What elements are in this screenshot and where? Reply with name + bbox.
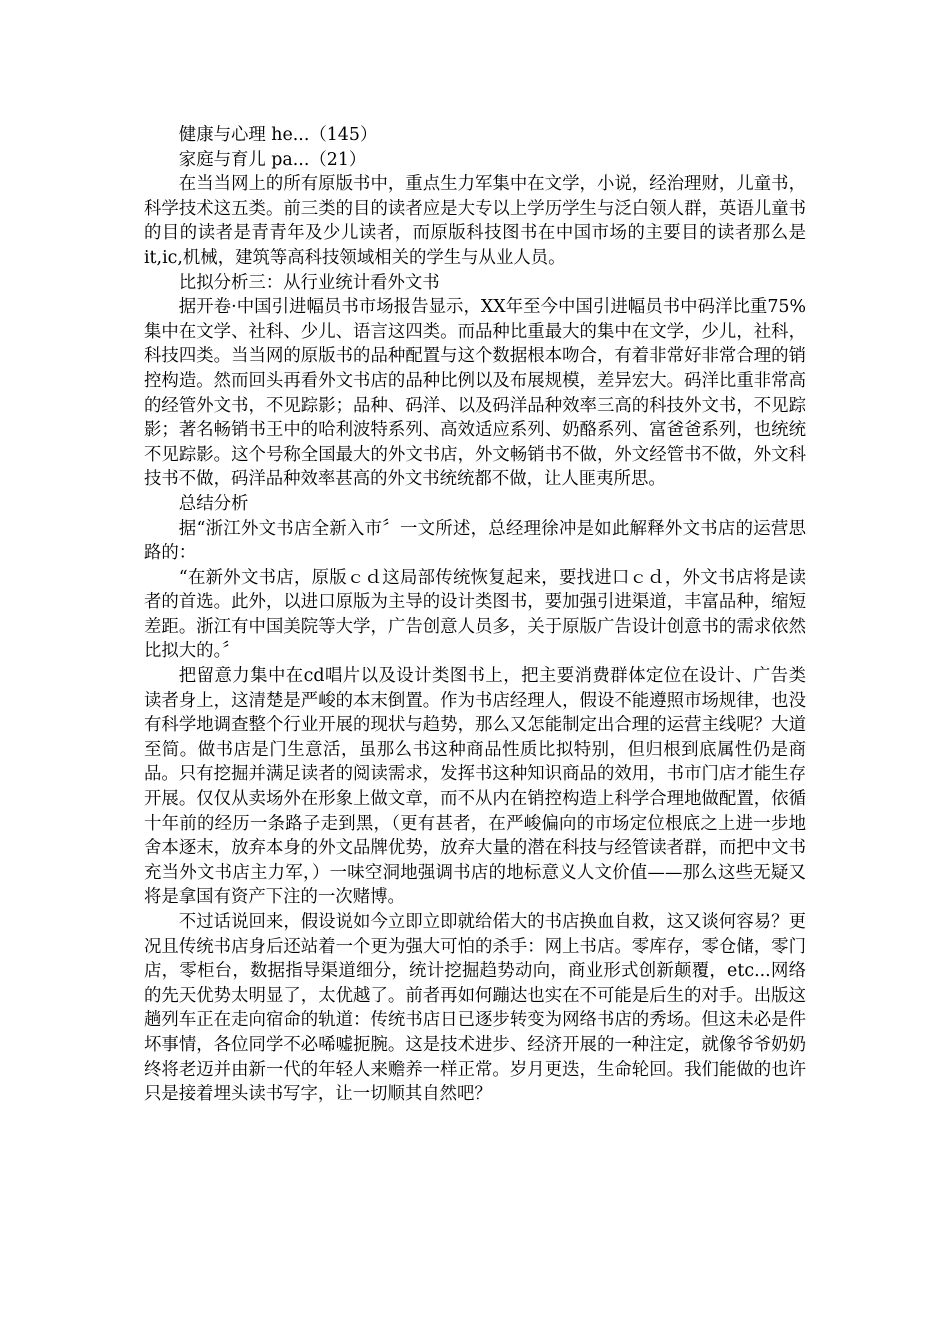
paragraph-dangdang-categories: 在当当网上的所有原版书中，重点生力军集中在文学，小说，经治理财，儿童书，科学技术这五类。前三类的目的读者应是大专以上学历学生与泛白领人群，英语儿童书的目的读者是青青年及少儿读者，而原版科技图书在中国市场的主要目的读者那么是it,ic,机械，建筑等高科技领域相关的学生与从业人员。 [144, 174, 806, 268]
paragraph-industry-statistics: 据开卷·中国引进幅员书市场报告显示，XX年至今中国引进幅员书中码洋比重75%集中在文学、社科、少儿、语言这四类。而品种比重最大的集中在文学，少儿，社科，科技四类。当当网的原版书的品种配置与这个数据根本吻合，有着非常好非常合理的销控构造。然而回头再看外文书店的品种比例以及布展规模，差异宏大。码洋比重非常高的经管外文书，不见踪影；品种、码洋、以及码洋品种效率三高的科技外文书，不见踪影；著名畅销书王中的哈利波特系列、高效适应系列、奶酪系列、富爸爸系列，也统统不见踪影。这个号称全国最大的外文书店，外文畅销书不做，外文经管书不做，外文科技书不做，码洋品种效率甚高的外文书统统都不做，让人匪夷所思。 [144, 297, 806, 490]
paragraph-health-psychology: 健康与心理 he...（145） [178, 125, 378, 145]
paragraph-manager-quote: “在新外文书店，原版ｃｄ这局部传统恢复起来，要找进口ｃｄ，外文书店将是读者的首选。此外，以进口原版为主导的设计类图书，要加强引进渠道，丰富品种，缩短差距。浙江有中国美院等大学，广告创意人员多，关于原版广告设计创意书的需求依然比拟大的。〞 [144, 567, 806, 662]
paragraph-conclusion: 不过话说回来，假设说如今立即立即就给偌大的书店换血自救，这又谈何容易？更况且传统书店身后还站着一个更为强大可怕的杀手：网上书店。零库存，零仓储，零门店，零柜台，数据指导渠道细分，统计挖掘趋势动向，商业形式创新颠覆，etc...网络的先天优势太明显了，太优越了。前者再如何蹦达也实在不可能是后生的对手。出版这趟列车正在走向宿命的轨道：传统书店日已逐步转变为网络书店的秀场。但这未必是件坏事情，各位同学不必唏嘘扼腕。这是技术进步、经济开展的一种注定，就像爷爷奶奶终将老迈并由新一代的年轻人来赡养一样正常。岁月更迭，生命轮回。我们能做的也许只是接着埋头读书写字，让一切顺其自然吧？ [144, 912, 806, 1105]
paragraph-critique: 把留意力集中在cd唱片以及设计类图书上，把主要消费群体定位在设计、广告类读者身上，这清楚是严峻的本末倒置。作为书店经理人，假设不能遵照市场规律，也没有科学地调查整个行业开展的现状与趋势，那么又怎能制定出合理的运营主线呢？大道至简。做书店是门生意活，虽那么书这种商品性质比拟特别，但归根到底属性仍是商品。只有挖掘并满足读者的阅读需求，发挥书这种知识商品的效用，书市门店才能生存开展。仅仅从卖场外在形象上做文章，而不从内在销控构造上科学合理地做配置，依循十年前的经历一条路子走到黑，（更有甚者，在严峻偏向的市场定位根底之上进一步地舍本逐末，放弃本身的外文品牌优势，放弃大量的潜在科技与经管读者群，而把中文书充当外文书店主力军，）一味空洞地强调书店的地标意义人文价值——那么这些无疑又将是拿国有资产下注的一次赌博。 [144, 666, 806, 908]
document-body [144, 123, 806, 1107]
paragraph-family-parenting: 家庭与育儿 pa...（21） [178, 149, 367, 170]
section-heading-summary: 总结分析 [178, 493, 249, 514]
section-heading-comparison-three: 比拟分析三：从行业统计看外文书 [178, 272, 440, 293]
paragraph-quote-intro: 据“浙江外文书店全新入市〞一文所述，总经理徐冲是如此解释外文书店的运营思路的： [144, 518, 806, 564]
